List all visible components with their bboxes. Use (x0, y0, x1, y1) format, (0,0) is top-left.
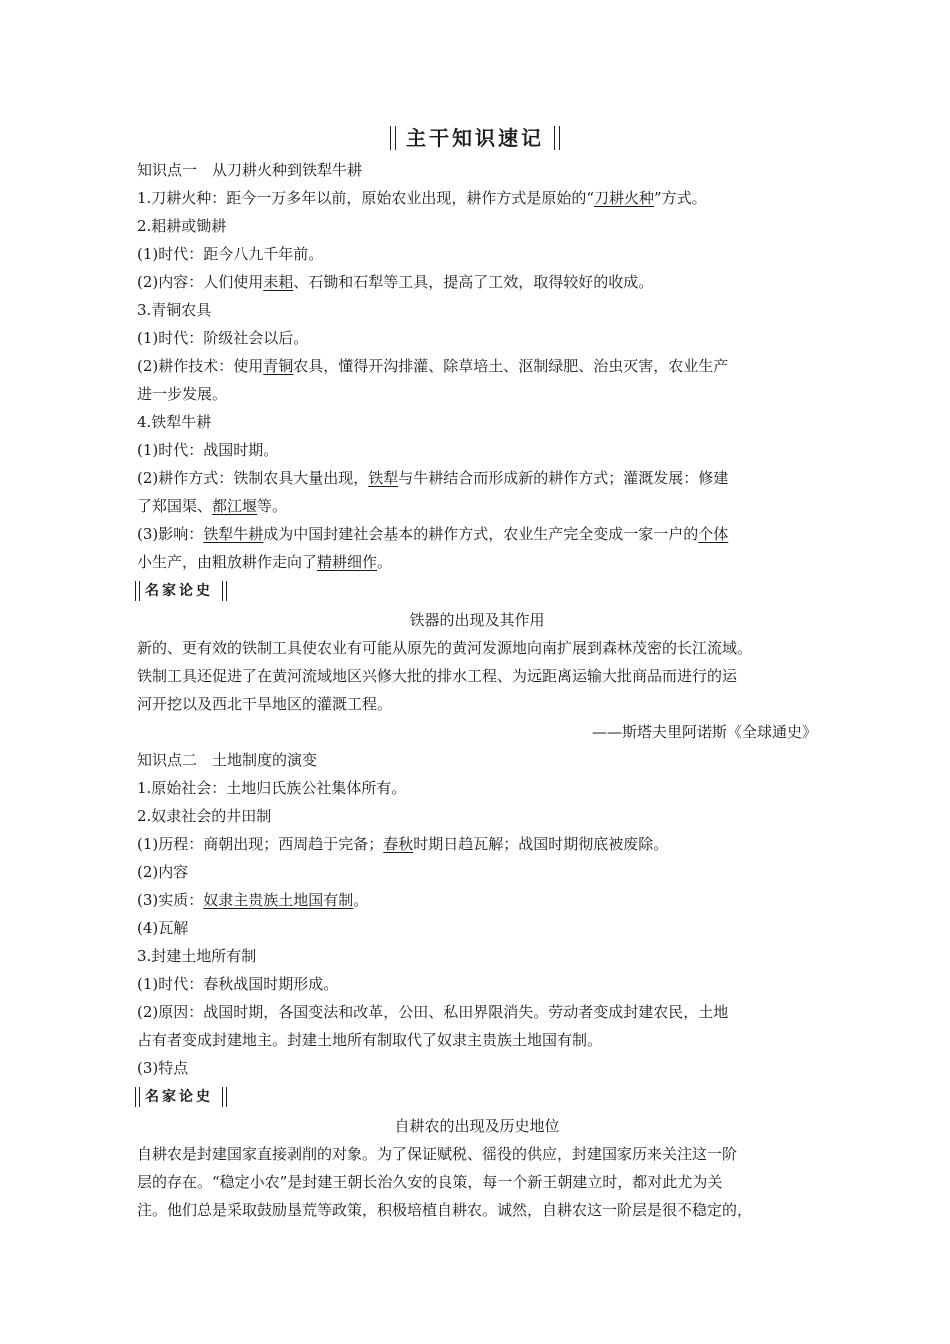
quote1-line-3: 河开挖以及西北干旱地区的灌溉工程。 (137, 695, 393, 713)
text: 农具，懂得开沟排灌、除草培土、沤制绿肥、治虫灭害，农业生产 (293, 357, 729, 375)
kp1-item-4-3 (137, 520, 817, 548)
kp1-item-3-2-cont: 进一步发展。 (137, 385, 228, 403)
text: 了郑国渠、 (137, 497, 213, 515)
text: (3)实质： (137, 891, 204, 909)
text: 1.刀耕火种：距今一万多年以前，原始农业出现，耕作方式是原始的“ (137, 189, 594, 207)
kp1-item-1 (137, 184, 817, 212)
kp2-item-3-2: (2)原因：战国时期，各国变法和改革，公田、私田界限消失。劳动者变成封建农民，土地 (137, 1003, 729, 1021)
text: 成为中国封建社会基本的耕作方式，农业生产完全变成一家一户的 (263, 525, 699, 543)
kp2-item-1: 1.原始社会：土地归氏族公社集体所有。 (137, 779, 407, 797)
text: (2)耕作方式：铁制农具大量出现， (137, 469, 369, 487)
kp1-item-2: 2.耜耕或锄耕 (137, 217, 227, 235)
underlined-answer: 奴隶主贵族土地国有制 (203, 891, 354, 909)
text: (2)内容：人们使用 (137, 273, 264, 291)
document-body (137, 156, 817, 1224)
quote1-line-1: 新的、更有效的铁制工具使农业有可能从原先的黄河发源地向南扩展到森林茂密的长江流域。 (137, 639, 753, 657)
kp1-item-3-1: (1)时代：阶级社会以后。 (137, 329, 309, 347)
kp1-item-3: 3.青铜农具 (137, 301, 212, 319)
text: 等。 (257, 497, 288, 515)
kp2-item-3-1: (1)时代：春秋战国时期形成。 (137, 975, 339, 993)
text: 与牛耕结合而形成新的耕作方式；灌溉发展：修建 (398, 469, 729, 487)
kp1-item-2-2 (137, 268, 817, 296)
quote-tag: 名家论史 (137, 580, 221, 602)
text: ”方式。 (654, 189, 707, 207)
underlined-answer: 铁犁 (368, 469, 399, 487)
kp1-item-2-1: (1)时代：距今八九千年前。 (137, 245, 324, 263)
quote-tag: 名家论史 (137, 1086, 221, 1108)
underlined-answer: 精耕细作 (317, 553, 378, 571)
kp1-item-4-2-cont (137, 492, 817, 520)
quote1-line-2: 铁制工具还促进了在黄河流域地区兴修大批的排水工程、为远距离运输大批商品而进行的运 (137, 667, 738, 685)
kp2-item-3-2-cont: 占有者变成封建地主。封建土地所有制取代了奴隶主贵族土地国有制。 (137, 1031, 603, 1049)
kp1-item-4-2 (137, 464, 817, 492)
quote2-line-1: 自耕农是封建国家直接剥削的对象。为了保证赋税、徭役的供应，封建国家历来关注这一阶 (137, 1145, 738, 1163)
underlined-answer: 铁犁牛耕 (203, 525, 264, 543)
underlined-answer: 都江堰 (212, 497, 258, 515)
text: 、石锄和石犁等工具，提高了工效，取得较好的收成。 (293, 273, 654, 291)
text: 。 (377, 553, 393, 571)
kp2-item-2-4: (4)瓦解 (137, 919, 189, 937)
underlined-answer: 个体 (698, 525, 729, 543)
kp1-item-4-3-cont (137, 548, 817, 576)
quote1-title: 铁器的出现及其作用 (409, 611, 545, 629)
kp2-item-2-2: (2)内容 (137, 863, 189, 881)
kp1-title: 知识点一 从刀耕火种到铁犁牛耕 (137, 161, 363, 179)
quote1-tag-row (137, 576, 817, 606)
kp2-item-2-3 (137, 886, 817, 914)
text: 小生产，由粗放耕作走向了 (137, 553, 318, 571)
text: (1)历程：商朝出现；西周趋于完备； (137, 835, 384, 853)
quote2-title: 自耕农的出现及历史地位 (394, 1117, 560, 1135)
kp2-item-3-3: (3)特点 (137, 1059, 189, 1077)
text: 。 (353, 891, 369, 909)
kp1-item-3-2 (137, 352, 817, 380)
heading-container (0, 124, 950, 152)
text: 时期日趋瓦解；战国时期彻底被废除。 (413, 835, 669, 853)
quote2-line-3: 注。他们总是采取鼓励垦荒等政策，积极培植自耕农。诚然，自耕农这一阶层是很不稳定的， (137, 1201, 753, 1219)
underlined-answer: 青铜 (263, 357, 294, 375)
underlined-answer: 春秋 (383, 835, 414, 853)
section-heading: 主干知识速记 (396, 124, 554, 152)
kp2-item-2: 2.奴隶社会的井田制 (137, 807, 272, 825)
underlined-answer: 刀耕火种 (593, 189, 654, 207)
kp2-title: 知识点二 土地制度的演变 (137, 751, 318, 769)
quote2-tag-row (137, 1082, 817, 1112)
underlined-answer: 耒耜 (263, 273, 294, 291)
kp1-item-4-1: (1)时代：战国时期。 (137, 441, 279, 459)
kp1-item-4: 4.铁犁牛耕 (137, 413, 212, 431)
quote1-source: ——斯塔夫里阿诺斯《全球通史》 (591, 723, 817, 741)
kp2-item-3: 3.封建土地所有制 (137, 947, 257, 965)
text: (2)耕作技术：使用 (137, 357, 264, 375)
kp2-item-2-1 (137, 830, 817, 858)
quote2-line-2: 层的存在。“稳定小农”是封建王朝长治久安的良策，每一个新王朝建立时，都对此尤为关 (137, 1173, 723, 1191)
text: (3)影响： (137, 525, 204, 543)
